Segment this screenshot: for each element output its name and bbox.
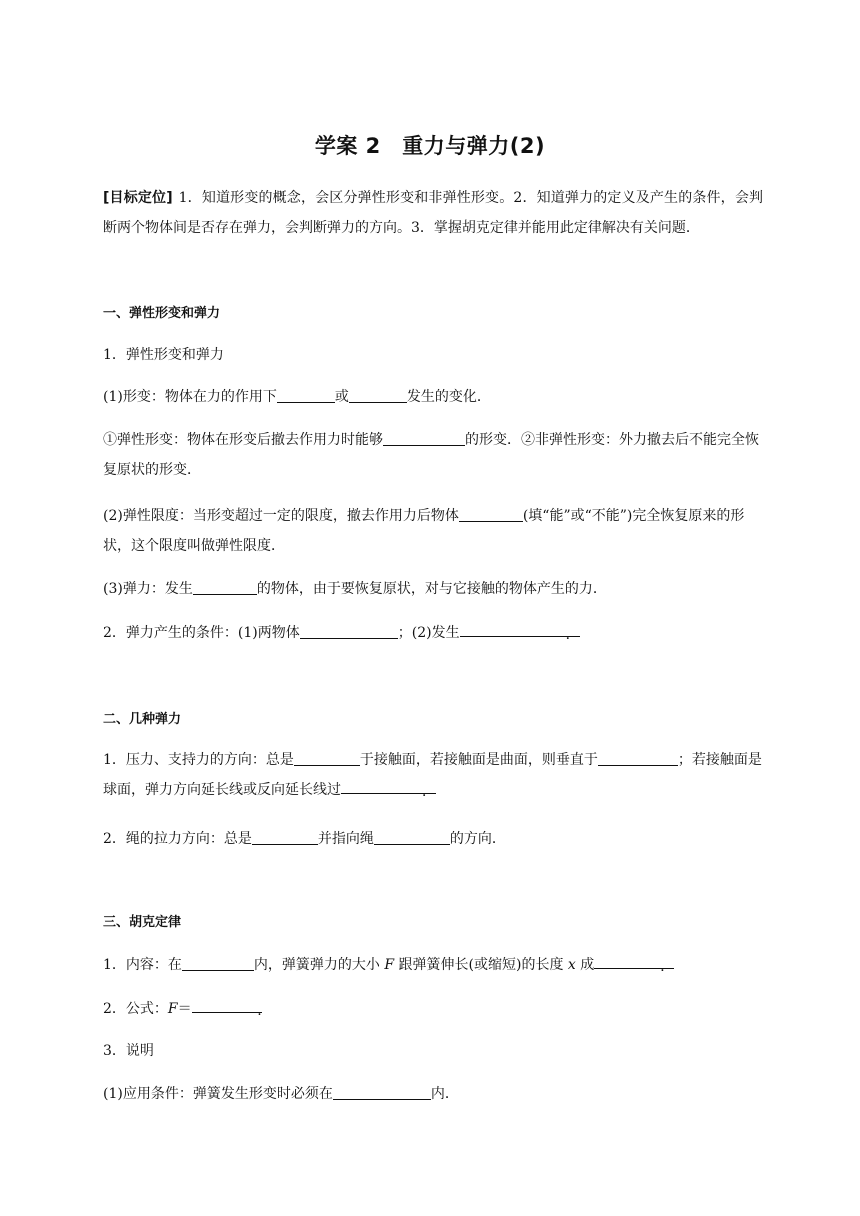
fill-blank[interactable]	[459, 505, 523, 522]
fill-blank[interactable]	[374, 828, 450, 845]
fill-blank[interactable]	[252, 828, 318, 845]
sec2-rope	[103, 824, 763, 854]
text-span: .	[257, 1003, 262, 1019]
sec3-content	[103, 950, 763, 980]
page-title: 学案 2 重力与弹力(2)	[314, 134, 546, 158]
fill-blank[interactable]	[341, 777, 436, 800]
text-span: 并指向绳	[317, 831, 374, 847]
text-span: (3)弹力：发生	[103, 581, 193, 597]
fill-blank[interactable]	[598, 749, 678, 766]
text-span: ；若接触面是球面，弹力方向延长线或反向延长线过	[103, 752, 762, 798]
sec1-condition	[103, 618, 763, 648]
text-span: ；(2)发生	[397, 625, 460, 641]
fill-blank[interactable]	[383, 429, 465, 446]
text-span: (1)应用条件：弹簧发生形变时必须在	[103, 1086, 333, 1102]
text-span: ．	[422, 784, 436, 800]
objectives-text: 1．知道形变的概念，会区分弹性形变和非弹性形变。2．知道弹力的定义及产生的条件，会判断两个物体间是否存在弹力，会判断弹力的方向。3．掌握胡克定律并能用此定律解决有关问题．	[103, 190, 764, 236]
text-span: 的物体，由于要恢复原状，对与它接触的物体产生的力．	[256, 581, 607, 597]
fill-blank[interactable]	[192, 996, 262, 1019]
section-3-heading: 三、胡克定律	[103, 915, 182, 930]
fill-blank[interactable]	[349, 386, 407, 403]
fill-blank[interactable]	[460, 620, 580, 643]
text-span: 成	[575, 957, 595, 973]
text-span: 于接触面，若接触面是曲面，则垂直于	[359, 752, 598, 768]
text-span: (2)弹性限度：当形变超过一定的限度，撤去作用力后物体	[103, 508, 459, 524]
text-span: ①弹性形变：物体在形变后撤去作用力时能够	[103, 432, 383, 448]
fill-blank[interactable]	[333, 1083, 431, 1100]
text-span: ．	[660, 959, 675, 975]
text-span: 或	[334, 389, 349, 405]
text-span: 2．弹力产生的条件：(1)两物体	[103, 625, 300, 641]
text-span: 1．压力、支持力的方向：总是	[103, 752, 294, 768]
fill-blank[interactable]	[193, 578, 257, 595]
text-span: 的形变．②非弹性形变：外力撤去后不能完全恢复原状的形变．	[103, 432, 759, 478]
fill-blank[interactable]	[277, 386, 335, 403]
fill-blank[interactable]	[182, 954, 254, 971]
sec1-deformation	[103, 382, 763, 412]
text-span: 跟弹簧伸长(或缩短)的长度	[394, 957, 568, 973]
section-1-heading: 一、弹性形变和弹力	[103, 306, 221, 321]
fill-blank[interactable]	[594, 952, 675, 975]
text-span: 发生的变化．	[406, 389, 491, 405]
text-span: 2．公式：	[103, 1001, 168, 1017]
sec1-limit	[103, 501, 763, 561]
sec3-apply	[103, 1079, 763, 1109]
variable-F: F	[167, 1001, 178, 1017]
text-span: 2．绳的拉力方向：总是	[103, 831, 252, 847]
learning-objectives	[103, 183, 763, 243]
section-2-heading: 二、几种弹力	[103, 712, 182, 727]
text-span: ＝	[177, 1001, 192, 1017]
text-span: (1)形变：物体在力的作用下	[103, 389, 277, 405]
sec3-note: 3．说明	[103, 1043, 154, 1059]
sec1-elastic	[103, 425, 763, 485]
text-span: (填“能”或“不能”)完全恢复原来的形状，这个限度叫做弹性限度．	[103, 508, 745, 554]
fill-blank[interactable]	[294, 749, 360, 766]
text-span: 内．	[430, 1086, 459, 1102]
fill-blank[interactable]	[300, 622, 398, 639]
sec1-item1: 1．弹性形变和弹力	[103, 347, 224, 363]
text-span: 内，弹簧弹力的大小	[253, 957, 385, 973]
sec1-force	[103, 574, 763, 604]
variable-x: x	[567, 957, 576, 973]
sec2-pressure	[103, 745, 763, 805]
sec3-formula	[103, 994, 763, 1024]
variable-F: F	[384, 957, 395, 973]
text-span: 的方向．	[449, 831, 506, 847]
objectives-tag: [目标定位]	[103, 190, 173, 206]
text-span: 1．内容：在	[103, 957, 182, 973]
text-span: ．	[565, 627, 580, 643]
